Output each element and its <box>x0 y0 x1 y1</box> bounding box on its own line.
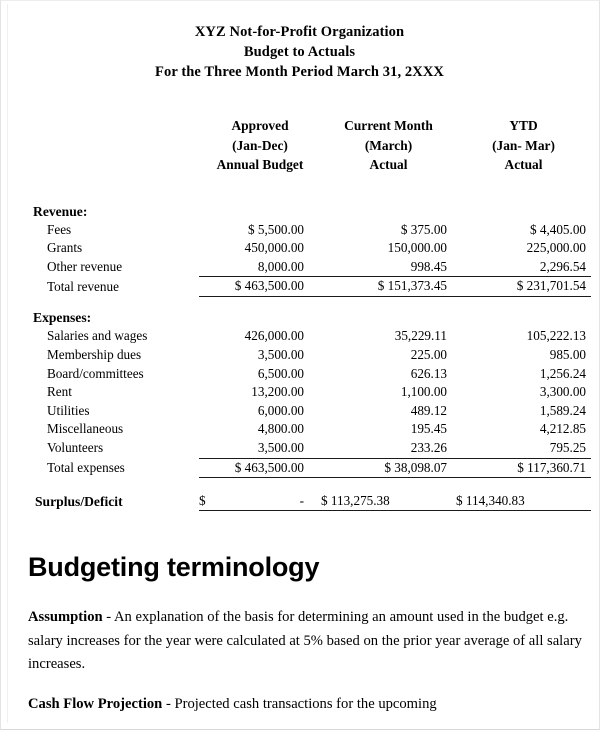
table-row <box>8 420 591 439</box>
cell-membership-dues-approved: 3,500.00 <box>257 346 304 362</box>
table-row-total-revenue <box>8 277 591 297</box>
table-row <box>8 239 591 258</box>
table-row-total-expenses <box>8 458 591 478</box>
header-spacer <box>8 177 591 190</box>
terminology-entry-assumption <box>28 606 584 677</box>
cell-rent-approved: 13,200.00 <box>251 384 304 400</box>
row-label-other-revenue: Other revenue <box>47 259 123 275</box>
cell-total-revenue-current: $ 151,373.45 <box>321 277 456 297</box>
cell-rent-current: 1,100.00 <box>400 384 447 400</box>
row-label-volunteers: Volunteers <box>47 440 104 456</box>
budget-to-actuals-table <box>8 116 591 511</box>
cell-total-expenses-approved: $ 463,500.00 <box>199 458 321 478</box>
row-label-utilities: Utilities <box>47 402 90 418</box>
cell-fees-current: $ 375.00 <box>400 221 447 237</box>
section-heading-expenses <box>8 296 591 327</box>
surplus-spacer <box>8 478 591 492</box>
cell-other-revenue-current: 998.45 <box>321 258 456 277</box>
cell-board-committees-current: 626.13 <box>410 365 447 381</box>
table-row <box>8 221 591 240</box>
cell-utilities-ytd: 1,589.24 <box>539 402 586 418</box>
column-header-ytd <box>456 116 591 177</box>
table-row <box>8 258 591 277</box>
table-header-row <box>8 116 591 177</box>
table-row <box>8 402 591 421</box>
section-heading-revenue <box>8 190 591 221</box>
column-header-approved-line3: Annual Budget <box>216 157 304 172</box>
row-label-total-expenses: Total expenses <box>47 460 125 476</box>
row-label-fees: Fees <box>47 221 72 237</box>
row-label-membership-dues: Membership dues <box>47 346 142 362</box>
table-row <box>8 439 591 458</box>
cell-surplus-approved-dash: - <box>299 493 304 509</box>
row-label-surplus-deficit: Surplus/Deficit <box>35 493 123 509</box>
cell-rent-ytd: 3,300.00 <box>539 384 586 400</box>
table-row-surplus-deficit <box>8 491 591 511</box>
row-label-grants: Grants <box>47 240 83 256</box>
cell-grants-current: 150,000.00 <box>387 240 447 256</box>
row-label-total-revenue: Total revenue <box>47 278 119 294</box>
column-header-current-line1: Current Month <box>344 118 433 133</box>
cell-miscellaneous-current: 195.45 <box>410 421 447 437</box>
column-header-approved-line1: Approved <box>231 118 289 133</box>
cell-fees-approved: $ 5,500.00 <box>247 221 304 237</box>
cell-surplus-ytd: $ 114,340.83 <box>456 491 591 511</box>
cell-surplus-approved-currency: $ <box>199 493 206 509</box>
cell-utilities-approved: 6,000.00 <box>257 402 304 418</box>
cell-membership-dues-current: 225.00 <box>410 346 447 362</box>
section-heading-revenue-label: Revenue: <box>33 203 88 219</box>
terminology-separator-assumption: - <box>102 609 114 625</box>
column-header-ytd-line3: Actual <box>504 157 543 172</box>
cell-utilities-current: 489.12 <box>410 402 447 418</box>
terminology-text-assumption: An explanation of the basis for determining an amount used in the budget e.g. salary increases for the year were calculated at 5% based on the prior year average of all salary increases. <box>28 609 582 672</box>
cell-total-expenses-ytd: $ 117,360.71 <box>456 458 591 478</box>
cell-salaries-ytd: 105,222.13 <box>526 328 586 344</box>
cell-fees-ytd: $ 4,405.00 <box>529 221 586 237</box>
cell-total-revenue-approved: $ 463,500.00 <box>199 277 321 297</box>
cell-surplus-approved <box>199 491 321 511</box>
cell-total-revenue-ytd: $ 231,701.54 <box>456 277 591 297</box>
cell-membership-dues-ytd: 985.00 <box>549 346 586 362</box>
terminology-text-cash-flow-projection: Projected cash transactions for the upcoming <box>174 695 437 712</box>
terminology-separator-cash-flow-projection: - <box>162 695 175 712</box>
column-header-current-line3: Actual <box>369 157 408 172</box>
terminology-term-assumption: Assumption <box>28 609 103 625</box>
cell-volunteers-ytd: 795.25 <box>456 439 591 458</box>
row-label-rent: Rent <box>47 384 72 400</box>
cell-board-committees-ytd: 1,256.24 <box>539 365 586 381</box>
column-header-approved-line2: (Jan-Dec) <box>232 137 288 153</box>
table-row <box>8 327 591 346</box>
header-blank-cell <box>8 116 199 177</box>
table-row <box>8 346 591 365</box>
cell-grants-ytd: 225,000.00 <box>526 240 586 256</box>
cell-board-committees-approved: 6,500.00 <box>257 365 304 381</box>
cell-other-revenue-ytd: 2,296.54 <box>456 258 591 277</box>
terminology-heading: Budgeting terminology <box>28 552 320 582</box>
terminology-term-cash-flow-projection: Cash Flow Projection <box>28 695 163 712</box>
column-header-current-line2: (March) <box>364 137 413 153</box>
section-heading-expenses-label: Expenses: <box>33 310 92 326</box>
cell-other-revenue-approved: 8,000.00 <box>199 258 321 277</box>
title-line-report: Budget to Actuals <box>243 44 356 60</box>
cell-total-expenses-current: $ 38,098.07 <box>321 458 456 478</box>
cell-grants-approved: 450,000.00 <box>244 240 304 256</box>
title-line-period: For the Three Month Period March 31, 2XXX <box>155 64 444 80</box>
document-title <box>8 4 591 82</box>
cell-volunteers-current: 233.26 <box>321 439 456 458</box>
cell-volunteers-approved: 3,500.00 <box>199 439 321 458</box>
title-line-organization: XYZ Not-for-Profit Organization <box>194 24 405 40</box>
column-header-approved <box>199 116 321 177</box>
table-row <box>8 383 591 402</box>
row-label-salaries-and-wages: Salaries and wages <box>47 328 148 344</box>
terminology-entry-cash-flow-projection <box>28 693 584 717</box>
terminology-body <box>28 606 584 732</box>
row-label-board-committees: Board/committees <box>47 365 144 381</box>
cell-miscellaneous-ytd: 4,212.85 <box>539 421 586 437</box>
cell-salaries-approved: 426,000.00 <box>244 328 304 344</box>
document-sheet <box>7 4 591 723</box>
table-row <box>8 365 591 384</box>
cell-surplus-current: $ 113,275.38 <box>321 491 456 511</box>
cell-salaries-current: 35,229.11 <box>394 328 447 344</box>
cell-miscellaneous-approved: 4,800.00 <box>257 421 304 437</box>
row-label-miscellaneous: Miscellaneous <box>47 421 124 437</box>
column-header-ytd-line1: YTD <box>509 118 538 133</box>
column-header-ytd-line2: (Jan- Mar) <box>492 137 555 153</box>
column-header-current-month <box>321 116 456 177</box>
